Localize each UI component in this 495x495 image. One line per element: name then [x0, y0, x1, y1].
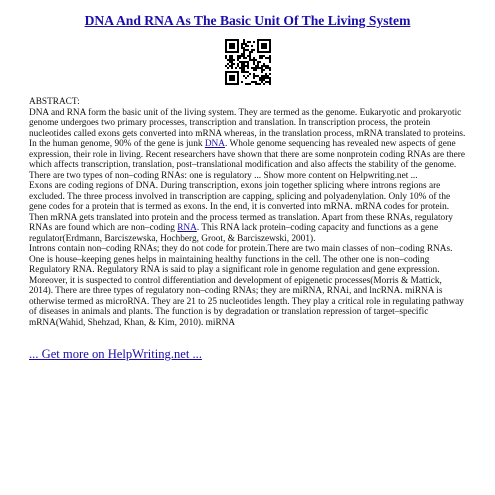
- paragraph-2: [29, 181, 466, 244]
- qr-code-icon: [225, 39, 271, 85]
- paragraph-1-text-a: DNA and RNA form the basic unit of the living system. They are termed as the genome. Eukaryotic and prokaryotic genome undergoes two primary processes, transcription and translation. In transcription process, the protein nucleotides called exons gets converted into mRNA whereas, in the translation process, mRNA translated to proteins. In the human genome, 90% of the gene is junk: [29, 107, 466, 149]
- paragraph-1: [29, 108, 466, 182]
- rna-link[interactable]: RNA: [177, 223, 197, 233]
- dna-link[interactable]: DNA: [204, 139, 225, 149]
- paragraph-1-text-b: . Whole genome sequencing has revealed new aspects of gene expression, their role in living. Recent researchers have shown that there are some nonprotein coding RNAs are there which affects transcription, translation, post–translational modification and also affects the stability of the genome. There are two types of non–coding RNAs: one is regulatory ... Show more content on Helpwriting.net ...: [29, 139, 466, 181]
- paragraph-3: Introns contain non–coding RNAs; they do not code for protein.There are two main classes of non–coding RNAs. One is house–keeping genes helps in maintaining healthy functions in the cell. The other one is non–coding Regulatory RNA. Regulatory RNA is said to play a significant role in genome regulation and gene expression. Moreover, it is suspected to control differentiation and development of epigenetic processes(Morris & Mattick, 2014). There are three types of regulatory non–coding RNAs; they are miRNA, RNAi, and lncRNA. miRNA is otherwise termed as microRNA. They are 21 to 25 nucleotides length. They play a critical role in regulating pathway of diseases in animals and plants. The function is by degradation or translation repression of target–specific mRNA(Wahid, Shehzad, Khan, & Kim, 2010). miRNA: [29, 244, 464, 328]
- get-more-link[interactable]: ... Get more on HelpWriting.net ...: [29, 347, 202, 361]
- document-title-link[interactable]: DNA And RNA As The Basic Unit Of The Living System: [84, 13, 411, 28]
- document-body: [29, 97, 466, 328]
- paragraph-2-text-b: . This RNA lack protein–coding capacity and functions as a gene regulator(Erdmann, Barciszewska, Hochberg, Groot, & Barciszewski, 2001).: [29, 223, 439, 244]
- abstract-heading: ABSTRACT:: [29, 97, 80, 107]
- paragraph-2-text-a: Exons are coding regions of DNA. During transcription, exons join together splicing where introns regions are excluded. The three process involved in transcription are capping, splicing and polyadenylation. Only 10% of the gene codes for a protein that is termed as exons. In the end, it is converted into mRNA. mRNA codes for protein. Then mRNA gets translated into protein and the process termed as translation. Apart from these RNAs, regulatory RNAs are found which are non–coding: [29, 181, 453, 233]
